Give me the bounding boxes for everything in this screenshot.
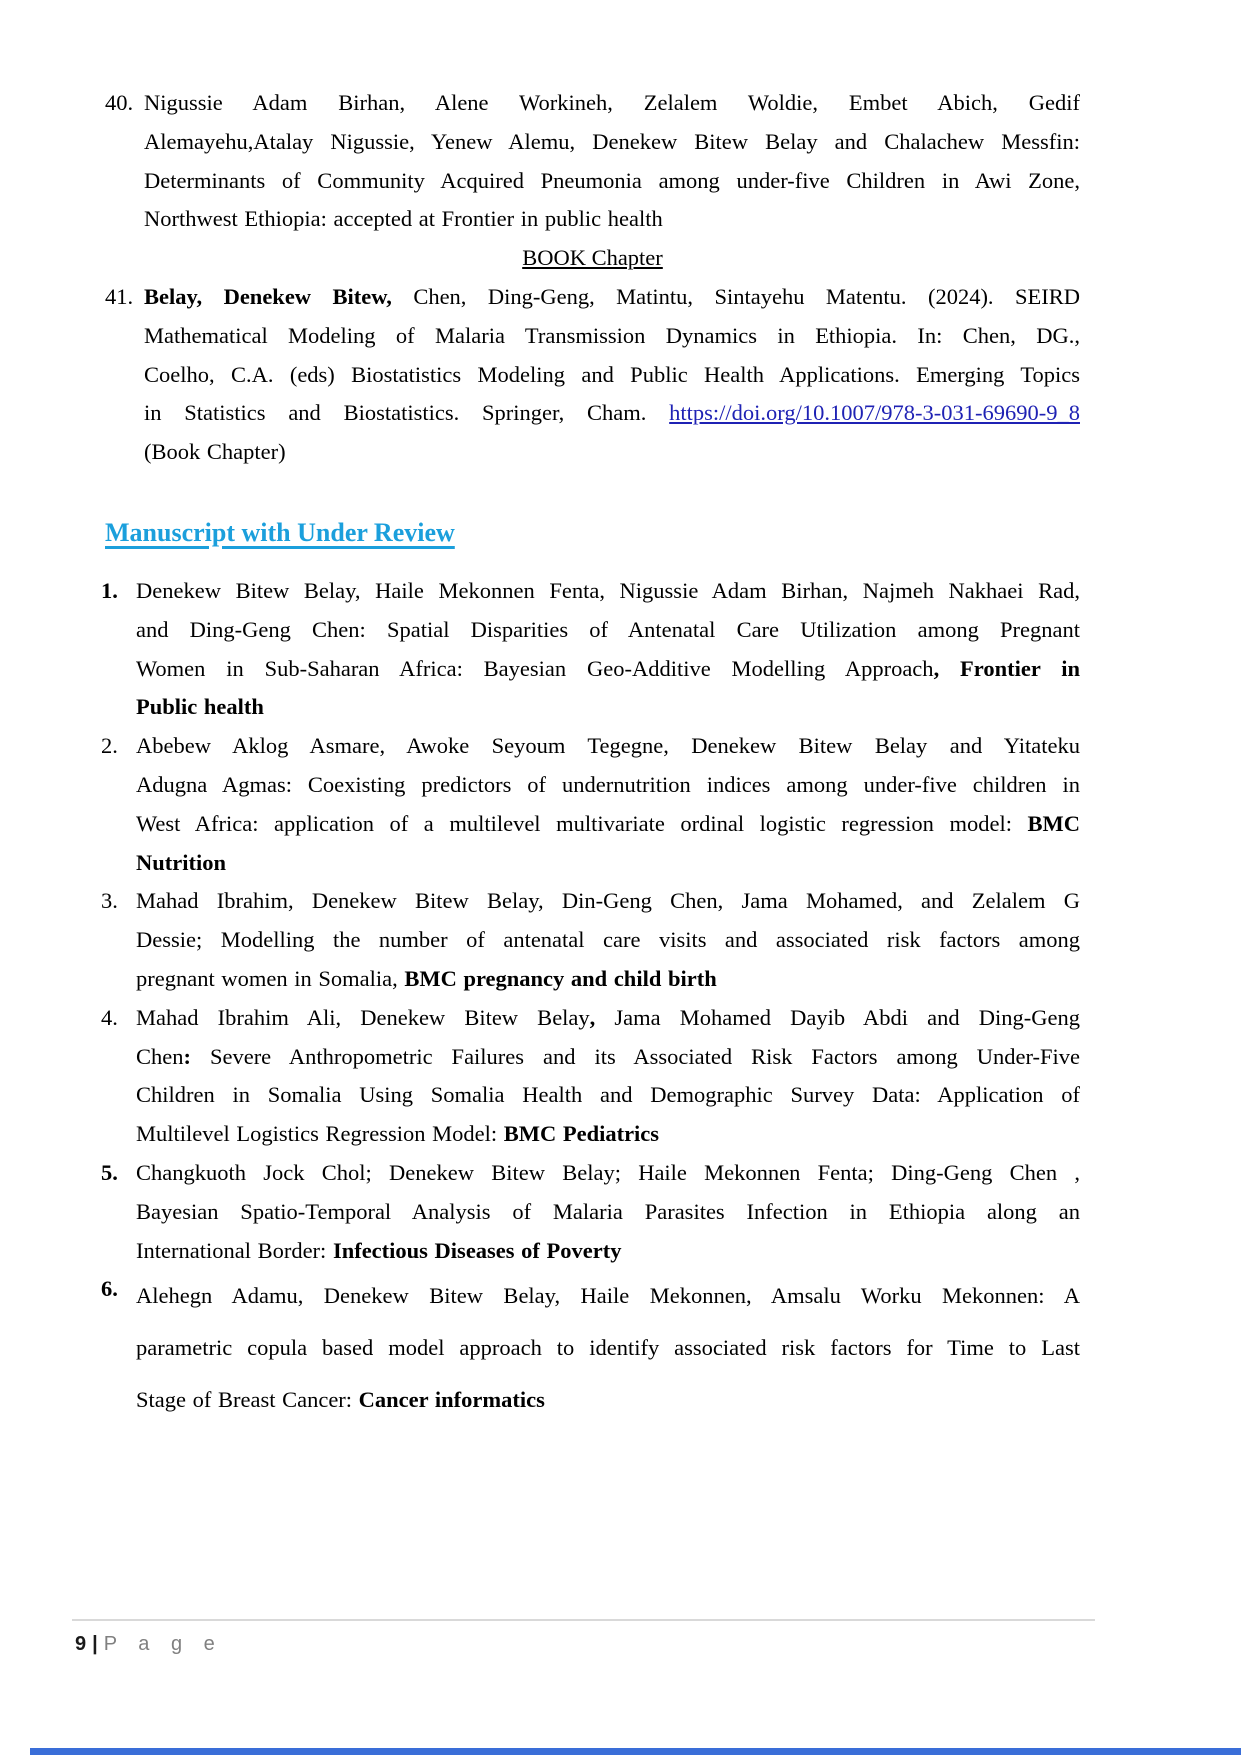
- reference-line: [136, 1076, 1080, 1115]
- reference-item: [105, 278, 1080, 472]
- text-segment: Mathematical Modeling of Malaria Transmission Dynamics in Ethiopia. In: Chen, DG.,: [144, 322, 1080, 348]
- footer-separator: |: [92, 1633, 98, 1655]
- reference-text: [144, 84, 1080, 239]
- book-chapter-heading-text: BOOK Chapter: [522, 245, 663, 271]
- text-segment: BMC pregnancy and child birth: [404, 965, 717, 991]
- text-segment: Bayesian Spatio-Temporal Analysis of Malaria Parasites Infection in Ethiopia along an: [136, 1198, 1080, 1224]
- reference-line: [136, 1374, 1080, 1426]
- reference-line: [136, 844, 1080, 883]
- item-number: 6.: [101, 1276, 118, 1302]
- reference-text: [136, 1270, 1080, 1426]
- text-segment: Changkuoth Jock Chol; Denekew Bitew Belay; Haile Mekonnen Fenta; Ding-Geng Chen ,: [136, 1159, 1080, 1185]
- text-segment: Nutrition: [136, 849, 226, 875]
- text-segment: BMC Pediatrics: [503, 1121, 660, 1147]
- publication-item-40: [105, 84, 1080, 239]
- text-segment: and Ding-Geng Chen: Spatial Disparities of Antenatal Care Utilization among Pregnant: [136, 616, 1080, 642]
- reference-line: [144, 84, 1080, 123]
- item-number: 40.: [105, 90, 134, 115]
- reference-line: [136, 766, 1080, 805]
- reference-line: [136, 1193, 1080, 1232]
- text-segment: Determinants of Community Acquired Pneumonia among under-five Children in Awi Zone,: [144, 167, 1080, 193]
- book-chapter-heading: [105, 239, 1080, 278]
- text-segment: Alemayehu,Atalay Nigussie, Yenew Alemu, Denekew Bitew Belay and Chalachew Messfin:: [144, 128, 1080, 154]
- text-segment: International Border:: [136, 1237, 333, 1263]
- reference-line: [136, 650, 1080, 689]
- text-segment: Children in Somalia Using Somalia Health and Demographic Survey Data: Application of: [136, 1082, 1080, 1108]
- text-segment: (Book Chapter): [144, 439, 286, 465]
- text-segment: Cancer informatics: [358, 1387, 545, 1413]
- item-number: 4.: [101, 1004, 118, 1030]
- text-segment: West Africa: application of a multilevel multivariate ordinal logistic regression model:: [136, 810, 1028, 836]
- reference-line: [136, 1038, 1080, 1077]
- text-segment: Dessie; Modelling the number of antenatal care visits and associated risk factors among: [136, 927, 1080, 953]
- footer-page-word: P a g e: [103, 1633, 223, 1655]
- reference-line: [136, 1154, 1080, 1193]
- footer-divider: [72, 1619, 1095, 1621]
- manuscripts-heading: Manuscript with Under Review: [105, 517, 455, 547]
- reference-line: [136, 1322, 1080, 1374]
- reference-text: [136, 882, 1080, 998]
- reference-item: [101, 1270, 1080, 1426]
- text-segment: Severe Anthropometric Failures and its Associated Risk Factors among Under-Five: [191, 1043, 1080, 1069]
- reference-text: [136, 999, 1080, 1154]
- text-segment: Infectious Diseases of Poverty: [332, 1237, 622, 1263]
- reference-line: [136, 882, 1080, 921]
- reference-item: [101, 882, 1080, 998]
- text-segment: Belay, Denekew Bitew,: [144, 283, 392, 309]
- reference-line: [144, 394, 1080, 433]
- bottom-accent-bar: [30, 1748, 1241, 1755]
- text-segment: Coelho, C.A. (eds) Biostatistics Modeling and Public Health Applications. Emerging Topics: [144, 361, 1080, 387]
- item-number: 1.: [101, 577, 118, 603]
- reference-text: [144, 278, 1080, 472]
- reference-text: [136, 572, 1080, 727]
- reference-item: [101, 999, 1080, 1154]
- reference-line: [136, 921, 1080, 960]
- reference-line: [136, 727, 1080, 766]
- text-segment: Chen, Ding-Geng, Matintu, Sintayehu Matentu. (2024). SEIRD: [391, 283, 1081, 309]
- item-number: 41.: [105, 283, 134, 309]
- text-segment: Multilevel Logistics Regression Model:: [136, 1121, 504, 1147]
- reference-item: [101, 727, 1080, 882]
- reference-line: [136, 572, 1080, 611]
- text-segment: parametric copula based model approach to identify associated risk factors for Time to Last: [136, 1335, 1080, 1361]
- item-number: 2.: [101, 733, 118, 759]
- reference-line: [144, 317, 1080, 356]
- text-segment: Denekew Bitew Belay, Haile Mekonnen Fenta, Nigussie Adam Birhan, Najmeh Nakhaei Rad,: [136, 577, 1080, 603]
- footer-page-label: [75, 1633, 1241, 1656]
- reference-line: [136, 611, 1080, 650]
- reference-line: [136, 1270, 1080, 1322]
- text-segment: in Statistics and Biostatistics. Springer, Cham.: [144, 400, 670, 426]
- text-segment: Stage of Breast Cancer:: [136, 1387, 359, 1413]
- reference-text: [136, 1154, 1080, 1270]
- text-segment: Women in Sub-Saharan Africa: Bayesian Geo-Additive Modelling Approach: [136, 655, 934, 681]
- reference-item: [105, 84, 1080, 239]
- text-segment: Adugna Agmas: Coexisting predictors of undernutrition indices among under-five children in: [136, 771, 1080, 797]
- text-segment: , Frontier in: [933, 655, 1080, 681]
- text-segment: Mahad Ibrahim Ali, Denekew Bitew Belay: [136, 1004, 590, 1030]
- text-segment: Alehegn Adamu, Denekew Bitew Belay, Haile Mekonnen, Amsalu Worku Mekonnen: A: [136, 1283, 1080, 1309]
- doi-link[interactable]: https://doi.org/10.1007/978-3-031-69690-9_8: [669, 400, 1080, 426]
- reference-line: [136, 805, 1080, 844]
- publication-item-41: [105, 278, 1080, 472]
- publications-section: [105, 84, 1080, 472]
- reference-line: [144, 278, 1080, 317]
- reference-line: [136, 1232, 1080, 1271]
- reference-line: [136, 999, 1080, 1038]
- reference-line: [144, 162, 1080, 201]
- item-number: 3.: [101, 888, 118, 914]
- reference-line: [144, 433, 1080, 472]
- text-segment: Mahad Ibrahim, Denekew Bitew Belay, Din-Geng Chen, Jama Mohamed, and Zelalem G: [136, 888, 1080, 914]
- reference-item: [101, 1154, 1080, 1270]
- text-segment: Jama Mohamed Dayib Abdi and Ding-Geng: [595, 1004, 1080, 1030]
- reference-item: [101, 572, 1080, 727]
- text-segment: Northwest Ethiopia: accepted at Frontier in public health: [144, 206, 663, 232]
- text-segment: Chen: [136, 1043, 184, 1069]
- text-segment: Abebew Aklog Asmare, Awoke Seyoum Tegegne, Denekew Bitew Belay and Yitateku: [136, 733, 1080, 759]
- reference-text: [136, 727, 1080, 882]
- reference-line: [136, 960, 1080, 999]
- page-number: 9: [75, 1633, 87, 1655]
- manuscripts-section: [101, 572, 1080, 1426]
- text-segment: Nigussie Adam Birhan, Alene Workineh, Zelalem Woldie, Embet Abich, Gedif: [144, 90, 1080, 115]
- text-segment: pregnant women in Somalia,: [136, 965, 405, 991]
- text-segment: ,: [589, 1004, 596, 1030]
- reference-line: [144, 123, 1080, 162]
- text-segment: BMC: [1027, 810, 1080, 836]
- reference-line: [136, 688, 1080, 727]
- reference-line: [144, 200, 1080, 239]
- reference-line: [136, 1115, 1080, 1154]
- reference-line: [144, 356, 1080, 395]
- page-footer: [0, 1619, 1241, 1656]
- item-number: 5.: [101, 1159, 118, 1185]
- text-segment: :: [183, 1043, 191, 1069]
- text-segment: Public health: [136, 694, 264, 720]
